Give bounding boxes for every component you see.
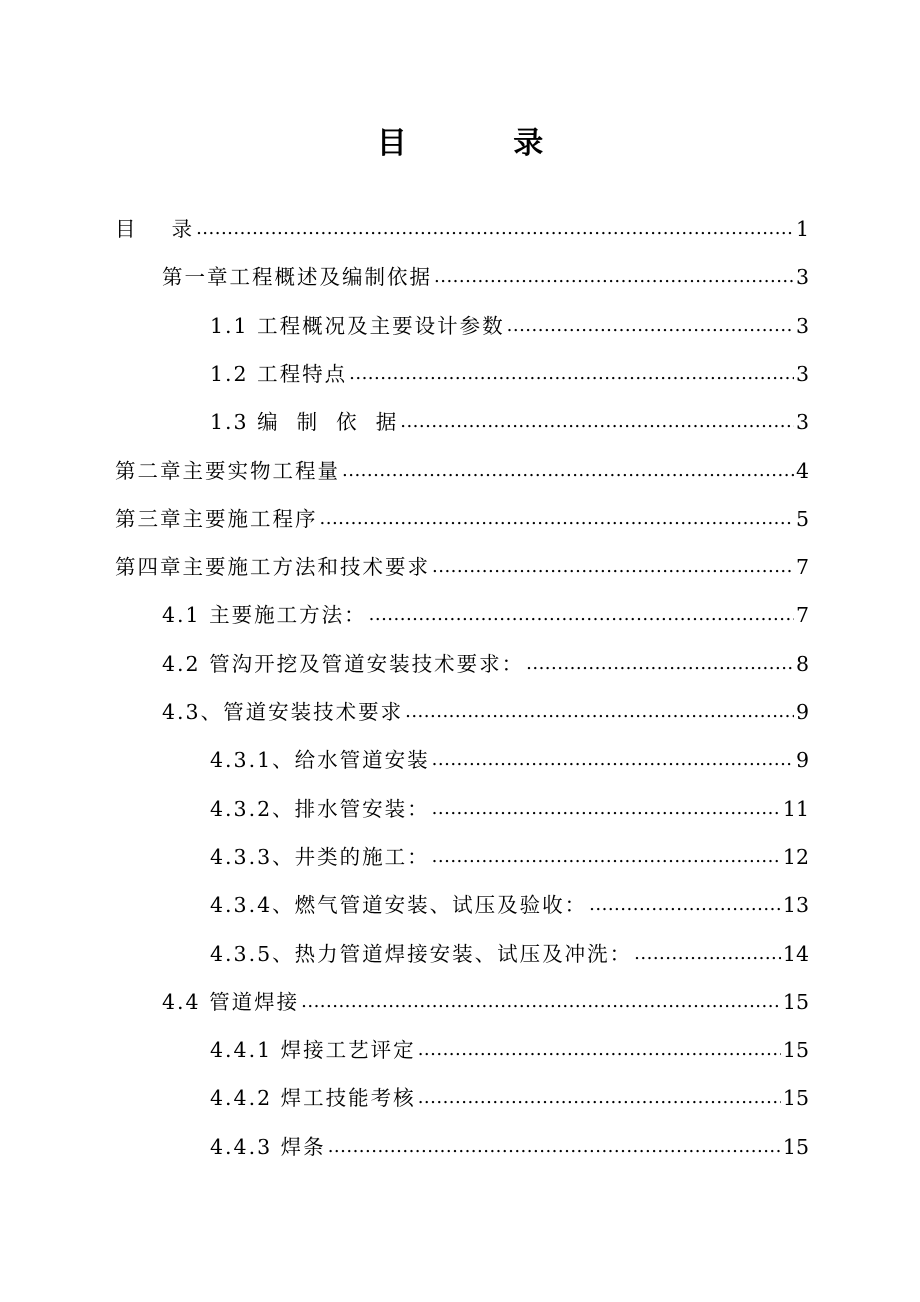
toc-entry[interactable] [210, 872, 809, 920]
toc-entry-label: 4.4.1 焊接工艺评定 [210, 1038, 416, 1063]
toc-leader-dots [418, 1035, 781, 1065]
toc-entry[interactable] [210, 1065, 809, 1113]
toc-entry-page: 8 [795, 651, 809, 676]
toc-entry-page: 5 [795, 506, 809, 531]
toc-entry-label: 4.2 管沟开挖及管道安装技术要求： [162, 651, 525, 676]
toc-entry-label: 4.3.2、排水管安装： [210, 796, 430, 821]
toc-entry[interactable] [162, 244, 809, 292]
toc-entry-label: 4.1 主要施工方法： [162, 603, 367, 628]
toc-leader-dots [405, 697, 794, 727]
toc-entry[interactable] [162, 969, 809, 1017]
toc-entry-page: 3 [795, 313, 809, 338]
toc-entry-page: 12 [782, 844, 809, 869]
toc-entry-label: 4.4 管道焊接 [162, 989, 300, 1014]
toc-leader-dots [328, 1132, 781, 1162]
toc-entry-page: 7 [795, 603, 809, 628]
toc-entry-label: 4.3.3、井类的施工： [210, 844, 430, 869]
toc-entry-page: 4 [795, 458, 809, 483]
toc-leader-dots [434, 262, 794, 292]
toc-entry-label: 1.1 工程概况及主要设计参数 [210, 313, 505, 338]
toc-entry[interactable] [210, 1114, 809, 1162]
toc-entry-page: 1 [795, 217, 809, 241]
toc-leader-dots [342, 456, 794, 486]
toc-leader-dots [589, 890, 781, 920]
toc-entry-label: 1.3 编 制 依 据 [210, 410, 399, 435]
toc-entry-label: 第二章主要实物工程量 [115, 458, 340, 483]
toc-entry[interactable] [210, 921, 809, 969]
toc-entry-label: 第四章主要施工方法和技术要求 [115, 555, 430, 580]
toc-entry[interactable] [210, 727, 809, 775]
toc-entry-label: 目 录 [115, 217, 195, 241]
toc-entry[interactable] [115, 534, 809, 582]
toc-entry-page: 14 [782, 941, 809, 966]
toc-entry-label: 4.3.4、燃气管道安装、试压及验收： [210, 893, 588, 918]
toc-entry-label: 4.4.2 焊工技能考核 [210, 1086, 416, 1111]
toc-entry[interactable] [210, 824, 809, 872]
toc-entry-label: 4.3.5、热力管道焊接安装、试压及冲洗： [210, 941, 633, 966]
toc-entry-label: 第一章工程概述及编制依据 [162, 265, 432, 290]
toc-entry[interactable] [210, 389, 809, 437]
toc-leader-dots [349, 359, 794, 389]
toc-entry[interactable] [115, 486, 809, 534]
toc-entry-label: 4.3、管道安装技术要求 [162, 700, 404, 724]
toc-entry[interactable] [115, 438, 809, 486]
toc-leader-dots [432, 842, 781, 872]
page-title: 目 录 [376, 126, 592, 161]
toc-entry[interactable] [115, 196, 809, 244]
toc-leader-dots [301, 987, 781, 1017]
toc-entry-page: 3 [795, 361, 809, 386]
toc-entry[interactable] [162, 679, 809, 727]
toc-entry[interactable] [210, 341, 809, 389]
toc-entry[interactable] [162, 631, 809, 679]
toc-leader-dots [369, 600, 794, 630]
toc-leader-dots [432, 794, 781, 824]
toc-leader-dots [320, 504, 794, 534]
toc-entry-page: 15 [782, 989, 809, 1014]
toc-entry-page: 15 [782, 1134, 809, 1159]
toc-entry-page: 15 [782, 1086, 809, 1111]
toc-entry[interactable] [210, 1017, 809, 1065]
toc-leader-dots [432, 745, 794, 775]
toc-leader-dots [634, 939, 781, 969]
toc-entry-page: 15 [782, 1038, 809, 1063]
toc-entry-label: 1.2 工程特点 [210, 361, 348, 386]
toc-leader-dots [418, 1083, 781, 1113]
toc-entry[interactable] [210, 293, 809, 341]
toc-entry-page: 3 [795, 265, 809, 290]
toc-entry[interactable] [210, 776, 809, 824]
toc-entry-page: 13 [782, 893, 809, 918]
toc-entry-page: 7 [795, 555, 809, 580]
toc-leader-dots [400, 407, 794, 437]
toc-leader-dots [526, 649, 794, 679]
toc-entry-page: 9 [795, 700, 809, 724]
toc-entry-label: 第三章主要施工程序 [115, 506, 318, 531]
toc-entry-page: 9 [795, 748, 809, 773]
toc-entry-label: 4.4.3 焊条 [210, 1134, 326, 1159]
toc-leader-dots [432, 552, 794, 582]
toc-entry-page: 3 [795, 410, 809, 435]
toc-entry-page: 11 [782, 796, 809, 821]
toc-entry-label: 4.3.1、给水管道安装 [210, 748, 430, 773]
toc-leader-dots [507, 311, 794, 341]
toc-entry[interactable] [162, 582, 809, 630]
toc-leader-dots [196, 214, 794, 244]
